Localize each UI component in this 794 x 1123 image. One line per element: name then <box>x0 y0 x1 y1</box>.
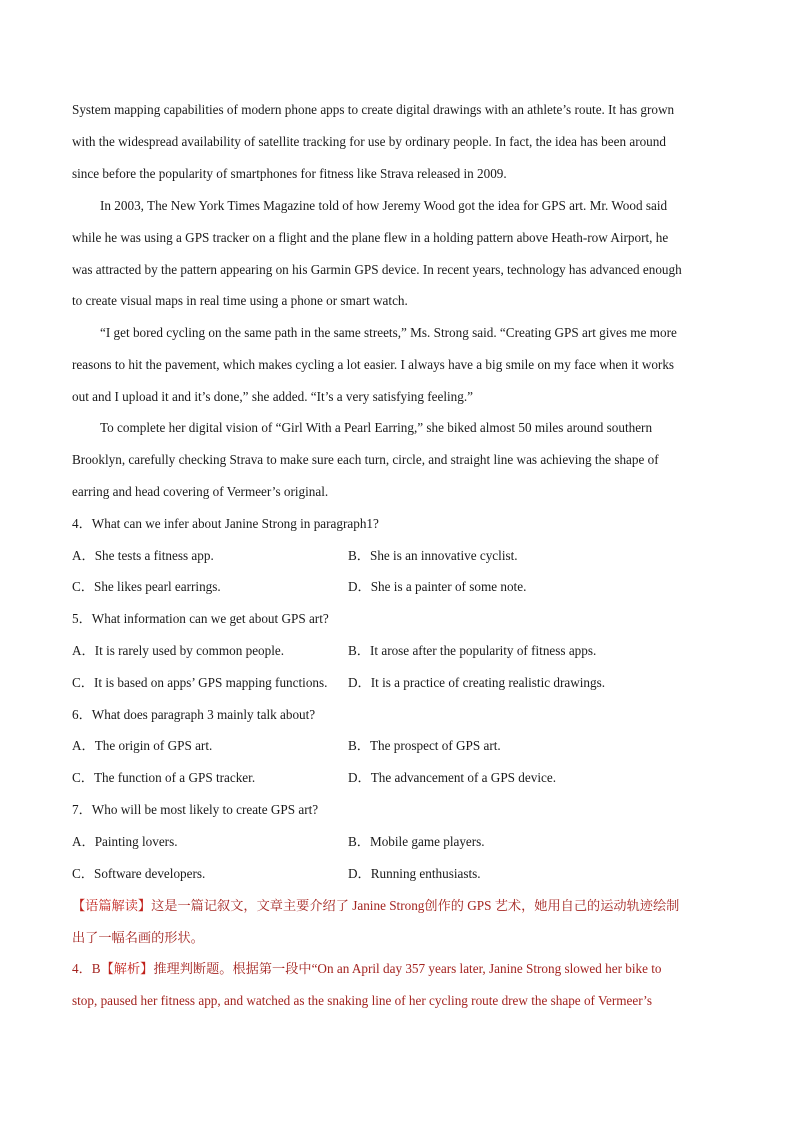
option-c: C．The function of a GPS tracker. <box>72 770 256 785</box>
analysis-label: 【语篇解读】 <box>72 898 152 913</box>
passage-line: In 2003, The New York Times Magazine told of how Jeremy Wood got the idea for GPS art. Mr. Wood said <box>100 198 668 213</box>
passage-line: to create visual maps in real time using a phone or smart watch. <box>72 293 408 308</box>
passage-line: System mapping capabilities of modern phone apps to create digital drawings with an athlete’s route. It has grown <box>72 102 675 117</box>
option-a: A．She tests a fitness app. <box>72 548 214 563</box>
question-stem: 6．What does paragraph 3 mainly talk about? <box>72 707 316 722</box>
passage-line: while he was using a GPS tracker on a flight and the plane flew in a holding pattern above Heath-row Airport, he <box>72 230 669 245</box>
passage-line: earring and head covering of Vermeer’s original. <box>72 484 329 499</box>
option-d: D．Running enthusiasts. <box>348 866 481 881</box>
answer-explanation <box>72 960 662 978</box>
question-stem: 5．What information can we get about GPS art? <box>72 611 329 626</box>
passage-line: since before the popularity of smartphones for fitness like Strava released in 2009. <box>72 166 507 181</box>
passage-line: with the widespread availability of satellite tracking for use by ordinary people. In fact, the idea has been around <box>72 134 666 149</box>
passage-line: Brooklyn, carefully checking Strava to make sure each turn, circle, and straight line was achieving the shape of <box>72 452 659 467</box>
analysis-summary-text: 这是一篇记叙文，文章主要介绍了 Janine Strong创作的 GPS 艺术，她用自己的运动轨迹绘制 <box>151 898 680 913</box>
option-a: A．It is rarely used by common people. <box>72 643 285 658</box>
passage-line: To complete her digital vision of “Girl With a Pearl Earring,” she biked almost 50 miles around southern <box>100 420 653 435</box>
option-c: C．It is based on apps’ GPS mapping functions. <box>72 675 328 690</box>
option-a: A．Painting lovers. <box>72 834 178 849</box>
explanation-text: 推理判断题。根据第一段中“On an April day 357 years later, Janine Strong slowed her bike to <box>153 961 662 976</box>
answer-explanation-line2: stop, paused her fitness app, and watched as the snaking line of her cycling route drew the shape of Vermeer’s <box>72 993 652 1008</box>
option-b: B．It arose after the popularity of fitness apps. <box>348 643 597 658</box>
option-c: C．She likes pearl earrings. <box>72 579 221 594</box>
question-stem: 4．What can we infer about Janine Strong in paragraph1? <box>72 516 379 531</box>
option-d: D．The advancement of a GPS device. <box>348 770 556 785</box>
option-a: A．The origin of GPS art. <box>72 738 213 753</box>
option-c: C．Software developers. <box>72 866 206 881</box>
passage-line: was attracted by the pattern appearing on his Garmin GPS device. In recent years, technology has advanced enough <box>72 262 682 277</box>
analysis-summary <box>72 897 679 915</box>
passage-line: “I get bored cycling on the same path in the same streets,” Ms. Strong said. “Creating GPS art gives me more <box>100 325 677 340</box>
passage-line: reasons to hit the pavement, which makes cycling a lot easier. I always have a big smile on my face when it works <box>72 357 675 372</box>
answer-key: 4．B <box>72 961 101 976</box>
option-b: B．She is an innovative cyclist. <box>348 548 518 563</box>
passage-line: out and I upload it and it’s done,” she added. “It’s a very satisfying feeling.” <box>72 389 474 404</box>
question-stem: 7．Who will be most likely to create GPS art? <box>72 802 319 817</box>
option-d: D．It is a practice of creating realistic drawings. <box>348 675 606 690</box>
option-b: B．Mobile game players. <box>348 834 485 849</box>
explanation-label: 【解析】 <box>100 961 154 976</box>
option-b: B．The prospect of GPS art. <box>348 738 501 753</box>
option-d: D．She is a painter of some note. <box>348 579 527 594</box>
analysis-summary-line2: 出了一幅名画的形状。 <box>72 930 204 945</box>
